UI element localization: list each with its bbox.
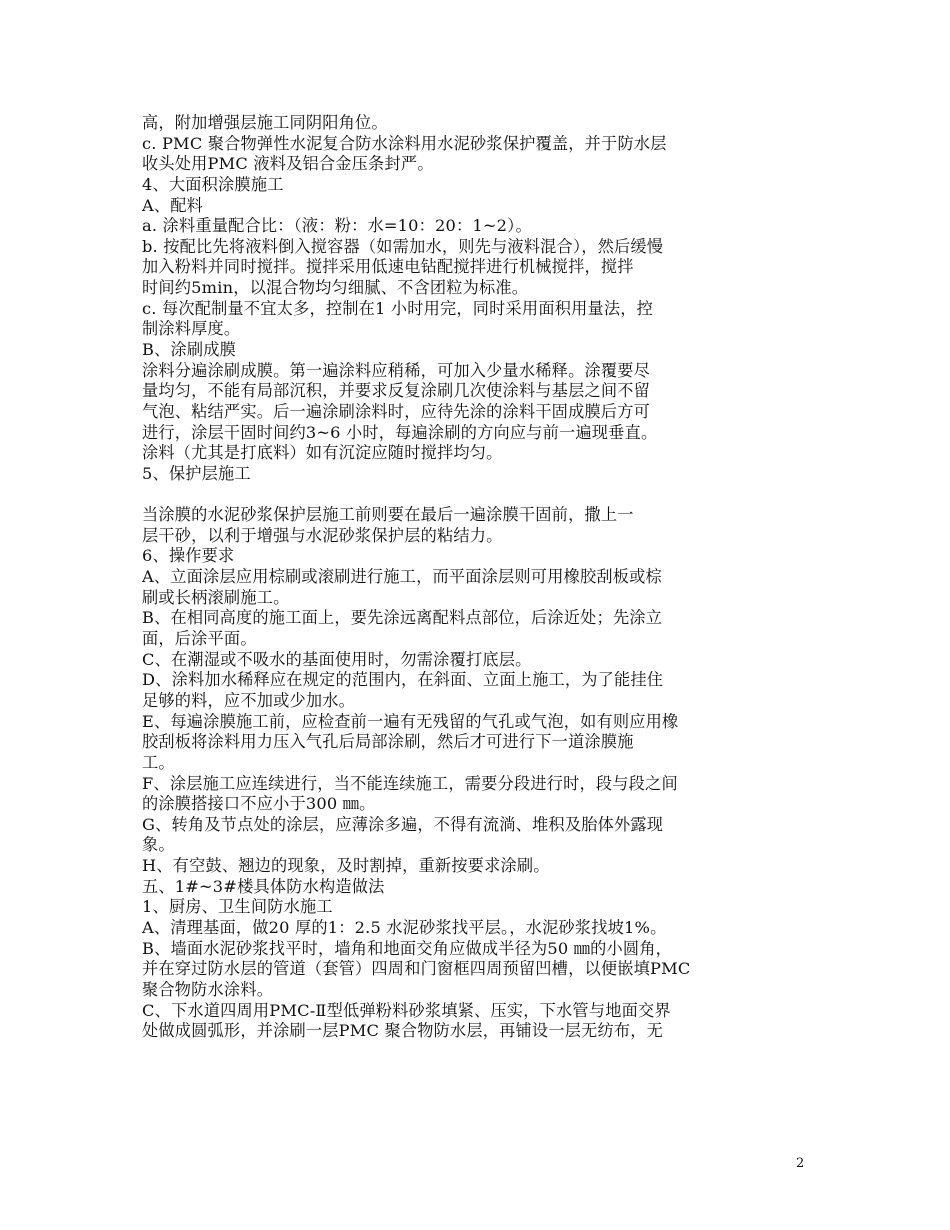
text-line: 工。 (142, 752, 175, 772)
text-line: c. PMC 聚合物弹性水泥复合防水涂料用水泥砂浆保护覆盖，并于防水层 (142, 133, 667, 153)
text-line: 层干砂，以利于增强与水泥砂浆保护层的粘结力。 (142, 525, 503, 545)
text-line: a. 涂料重量配合比：（液：粉：水=10：20：1~2）。 (142, 216, 532, 236)
text-line: E、每遍涂膜施工前，应检查前一遍有无残留的气孔或气泡，如有则应用橡 (142, 711, 679, 731)
text-line: c. 每次配制量不宜太多，控制在1 小时用完，同时采用面积用量法，控 (142, 298, 654, 318)
text-line: 足够的料，应不加或少加水。 (142, 690, 356, 710)
text-line: 5、保护层施工 (142, 463, 251, 483)
text-line: 1、厨房、卫生间防水施工 (142, 897, 333, 917)
text-line: 的涂膜搭接口不应小于300 ㎜。 (142, 794, 376, 814)
text-line: 刷或长柄滚刷施工。 (142, 587, 290, 607)
text-line: 6、操作要求 (142, 546, 235, 566)
text-line: B、墙面水泥砂浆找平时，墙角和地面交角应做成半径为50 ㎜的小圆角， (142, 938, 673, 958)
text-line: 制涂料厚度。 (142, 319, 241, 339)
text-line: 五、1#~3#楼具体防水构造做法 (142, 876, 385, 896)
text-line: H、有空鼓、翘边的现象，及时割掉，重新按要求涂刷。 (142, 856, 550, 876)
blank-line (142, 485, 782, 506)
text-line: 处做成圆弧形，并涂刷一层PMC 聚合物防水层，再铺设一层无纺布，无 (142, 1021, 664, 1041)
text-line: 象。 (142, 835, 175, 855)
text-line: 4、大面积涂膜施工 (142, 174, 284, 194)
text-line: 加入粉料并同时搅拌。搅拌采用低速电钻配搅拌进行机械搅拌，搅拌 (142, 257, 634, 277)
text-line: G、转角及节点处的涂层，应薄涂多遍，不得有流淌、堆积及胎体外露现 (142, 814, 664, 834)
text-line: 气泡、粘结严实。后一遍涂刷涂料时，应待先涂的涂料干固成膜后方可 (142, 401, 651, 421)
text-line: C、下水道四周用PMC-Ⅱ型低弹粉料砂浆填紧、压实，下水管与地面交界 (142, 1000, 671, 1020)
text-line: 时间约5min，以混合物均匀细腻、不含团粒为标准。 (142, 278, 529, 298)
text-line: A、立面涂层应用棕刷或滚刷进行施工，而平面涂层则可用橡胶刮板或棕 (142, 567, 662, 587)
text-line: F、涂层施工应连续进行，当不能连续施工，需要分段进行时，段与段之间 (142, 773, 678, 793)
text-line: B、涂刷成膜 (142, 340, 237, 360)
page-number: 2 (796, 1156, 805, 1171)
text-line: 涂料（尤其是打底料）如有沉淀应随时搅拌均匀。 (142, 443, 503, 463)
text-line: 当涂膜的水泥砂浆保护层施工前则要在最后一遍涂膜干固前，撒上一 (142, 505, 634, 525)
document-body (142, 113, 782, 1042)
text-line: 聚合物防水涂料。 (142, 979, 274, 999)
text-line: 进行，涂层干固时间约3~6 小时，每遍涂刷的方向应与前一遍现垂直。 (142, 422, 658, 442)
text-line: 量均匀，不能有局部沉积，并要求反复涂刷几次使涂料与基层之间不留 (142, 381, 651, 401)
text-line: 涂料分遍涂刷成膜。第一遍涂料应稍稀，可加入少量水稀释。涂覆要尽 (142, 360, 651, 380)
text-line: B、在相同高度的施工面上，要先涂远离配料点部位，后涂近处；先涂立 (142, 608, 663, 628)
text-line: C、在潮湿或不吸水的基面使用时，勿需涂覆打底层。 (142, 649, 532, 669)
text-line: 面，后涂平面。 (142, 629, 257, 649)
text-line: A、清理基面，做20 厚的1：2.5 水泥砂浆找平层。，水泥砂浆找坡1%。 (142, 917, 667, 937)
text-line: 并在穿过防水层的管道（套管）四周和门窗框四周预留凹槽，以便嵌填PMC (142, 959, 691, 979)
text-line: A、配料 (142, 195, 204, 215)
text-line: 高，附加增强层施工同阴阳角位。 (142, 113, 388, 132)
text-line: 胶刮板将涂料用力压入气孔后局部涂刷，然后才可进行下一道涂膜施 (142, 732, 634, 752)
text-line: D、涂料加水稀释应在规定的范围内，在斜面、立面上施工，为了能挂住 (142, 670, 664, 690)
text-line: b. 按配比先将液料倒入搅容器（如需加水，则先与液料混合），然后缓慢 (142, 236, 664, 256)
text-line: 收头处用PMC 液料及铝合金压条封严。 (142, 154, 434, 174)
